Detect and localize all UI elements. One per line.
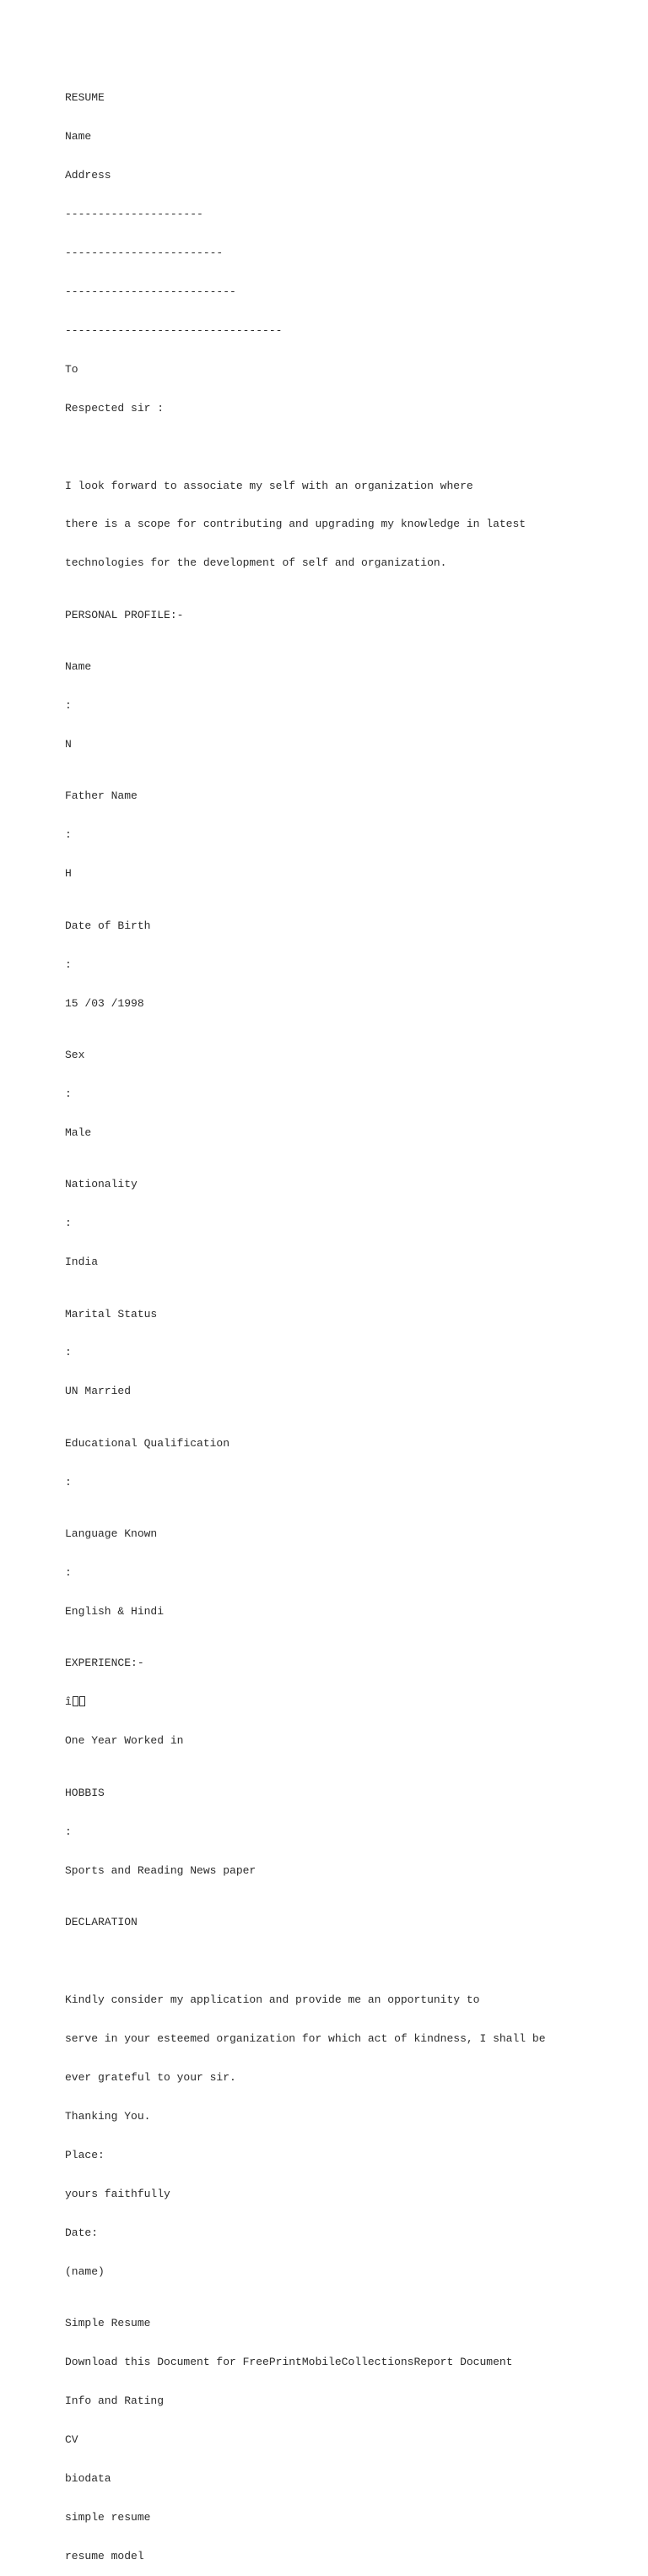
- profile-sep: :: [65, 957, 72, 971]
- personal-profile-heading: PERSONAL PROFILE:-: [65, 608, 184, 621]
- profile-value-sex: Male: [65, 1125, 92, 1139]
- declaration-line-1: Kindly consider my application and provide me an opportunity to: [65, 1993, 480, 2006]
- hobbies-value: Sports and Reading News paper: [65, 1863, 256, 1877]
- profile-label-nationality: Nationality: [65, 1178, 138, 1191]
- footer-tag: biodata: [65, 2472, 111, 2486]
- address-line-3: --------------------------: [65, 285, 236, 298]
- salutation: Respected sir :: [65, 401, 165, 415]
- footer-info: Info and Rating: [65, 2394, 165, 2408]
- profile-value-dob: 15 /03 /1998: [65, 996, 144, 1010]
- spacer: [65, 441, 639, 453]
- declaration-line-2: serve in your esteemed organization for which act of kindness, I shall be: [65, 2031, 546, 2045]
- signature-name: (name): [65, 2264, 105, 2278]
- profile-label-dob: Date of Birth: [65, 919, 151, 932]
- address-label: Address: [65, 168, 111, 182]
- profile-sep: :: [65, 828, 72, 842]
- spacer: [65, 1955, 639, 1967]
- place-label: Place:: [65, 2148, 105, 2161]
- profile-label-marital-status: Marital Status: [65, 1307, 158, 1321]
- hobbies-sep: :: [65, 1825, 72, 1838]
- profile-value-marital-status: UN Married: [65, 1385, 132, 1398]
- profile-sep: :: [65, 699, 72, 713]
- footer-download-line: Download this Document for FreePrintMobileCollectionsReport Document: [65, 2356, 513, 2369]
- profile-value-name: N: [65, 738, 72, 751]
- missing-glyph-icon: [79, 1696, 85, 1706]
- bullet-glyph: î: [65, 1695, 72, 1709]
- objective-line-1: I look forward to associate my self with an organization where: [65, 479, 473, 492]
- profile-sep: :: [65, 1475, 72, 1489]
- objective-line-3: technologies for the development of self and organization.: [65, 556, 447, 570]
- footer-doc-title: Simple Resume: [65, 2317, 151, 2330]
- profile-label-father-name: Father Name: [65, 789, 138, 803]
- profile-value-father-name: H: [65, 867, 72, 881]
- declaration-line-3: ever grateful to your sir.: [65, 2070, 236, 2084]
- address-line-1: ---------------------: [65, 207, 203, 220]
- footer-tag: simple resume: [65, 2511, 151, 2524]
- experience-bullet: [65, 1695, 639, 1708]
- profile-label-education: Educational Qualification: [65, 1436, 230, 1450]
- declaration-heading: DECLARATION: [65, 1915, 138, 1928]
- resume-title: RESUME: [65, 90, 105, 104]
- name-label: Name: [65, 129, 92, 143]
- date-label: Date:: [65, 2226, 99, 2239]
- thanks-line: Thanking You.: [65, 2109, 151, 2123]
- footer-tag: resume model: [65, 2550, 144, 2562]
- profile-value-nationality: India: [65, 1255, 99, 1269]
- profile-value-languages: English & Hindi: [65, 1605, 165, 1619]
- to-label: To: [65, 362, 78, 376]
- experience-item: One Year Worked in: [65, 1734, 184, 1748]
- hobbies-heading: HOBBIS: [65, 1786, 105, 1799]
- address-line-4: ---------------------------------: [65, 323, 283, 337]
- missing-glyph-icon: [73, 1696, 78, 1706]
- footer-tag: CV: [65, 2433, 78, 2447]
- address-line-2: ------------------------: [65, 246, 224, 259]
- profile-label-languages: Language Known: [65, 1527, 158, 1541]
- profile-sep: :: [65, 1566, 72, 1580]
- resume-document: [65, 65, 639, 2576]
- profile-sep: :: [65, 1087, 72, 1100]
- profile-label-name: Name: [65, 660, 92, 674]
- profile-sep: :: [65, 1217, 72, 1230]
- experience-heading: EXPERIENCE:-: [65, 1657, 144, 1670]
- profile-sep: :: [65, 1346, 72, 1359]
- profile-label-sex: Sex: [65, 1048, 85, 1061]
- objective-line-2: there is a scope for contributing and upgrading my knowledge in latest: [65, 518, 526, 531]
- closing-line: yours faithfully: [65, 2187, 170, 2200]
